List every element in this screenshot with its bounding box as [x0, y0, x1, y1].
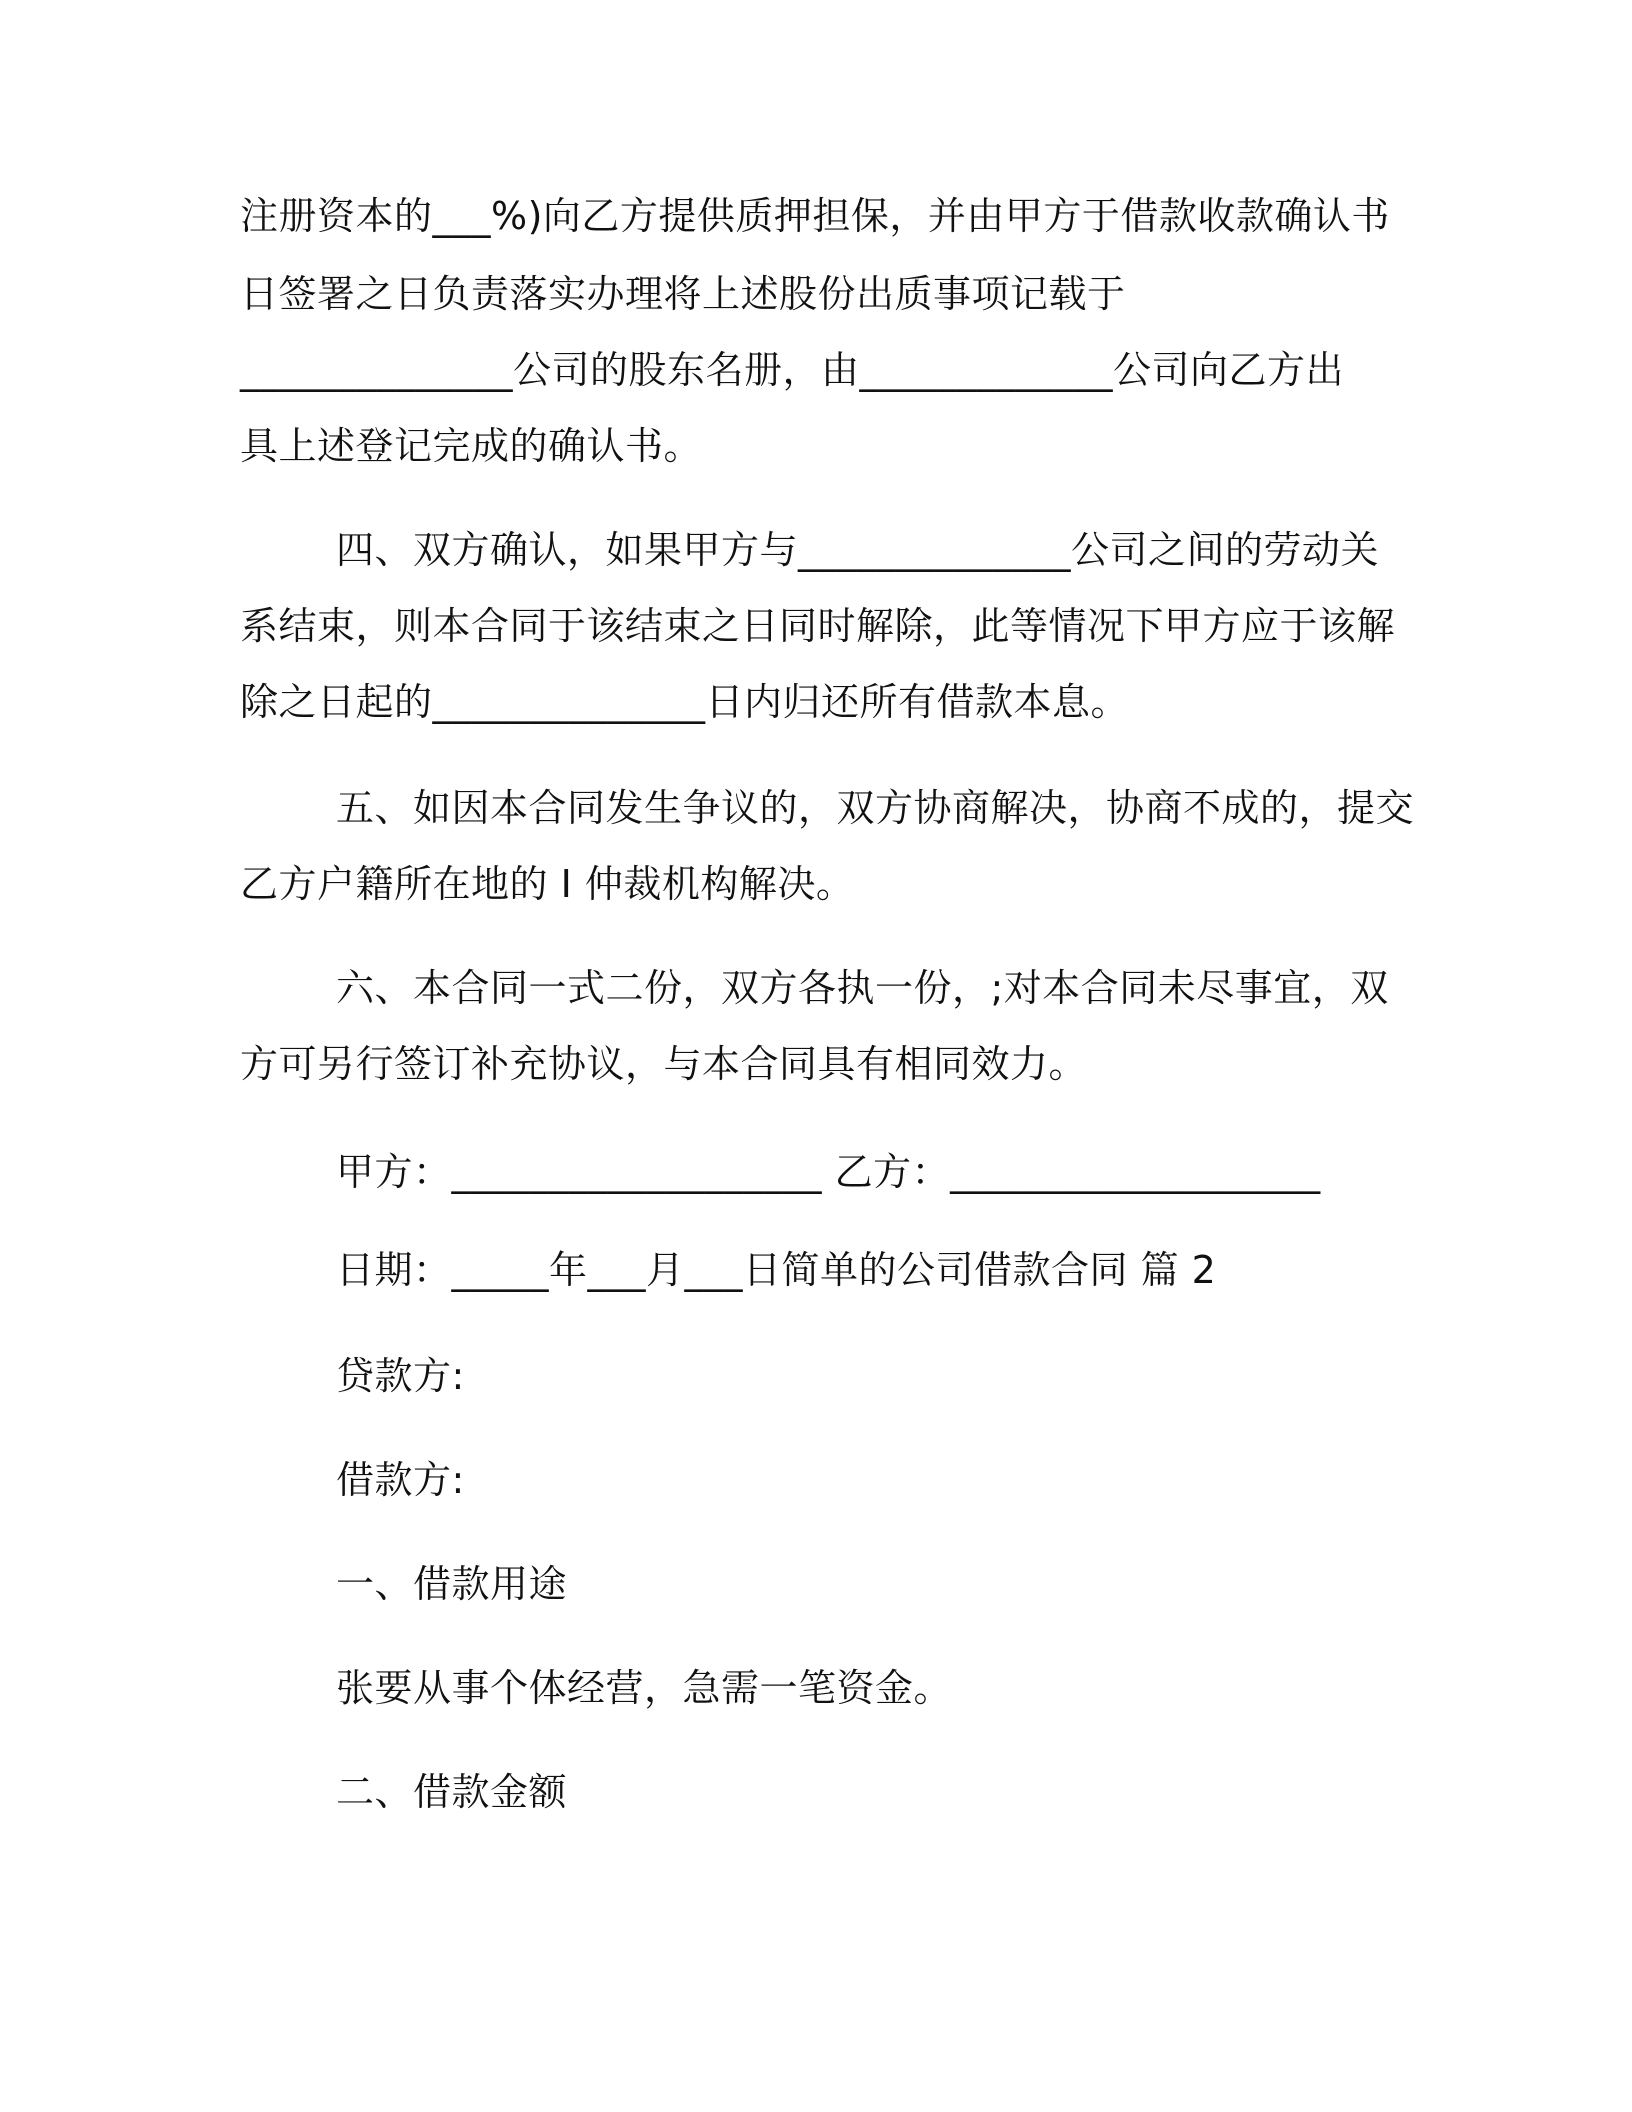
date-and-heading-line: 日期：_____年___月___日简单的公司借款合同 篇 2 [336, 1248, 1217, 1292]
signature-line: 甲方：___________________ 乙方：___________________ [336, 1150, 1321, 1194]
lender-label: 贷款方: [336, 1354, 465, 1398]
clause-3-text-line-3: ______________公司的股东名册，由_____________公司向乙方出 [240, 348, 1345, 392]
clause-3-text-line-1: 注册资本的___%)向乙方提供质押担保，并由甲方于借款收款确认书 [240, 194, 1390, 238]
clause-3-text-line-2: 日签署之日负责落实办理将上述股份出质事项记载于 [240, 272, 1126, 316]
clause-3-text-line-4: 具上述登记完成的确认书。 [240, 424, 703, 468]
clause-5-text-line-2: 乙方户籍所在地的 I 仲裁机构解决。 [240, 862, 855, 906]
clause-5-text-line-1: 五、如因本合同发生争议的，双方协商解决，协商不成的，提交 [336, 786, 1415, 830]
section-heading-amount: 二、借款金额 [336, 1770, 568, 1814]
clause-4-text-line-3: 除之日起的______________日内归还所有借款本息。 [240, 680, 1130, 724]
clause-4-text-line-1: 四、双方确认，如果甲方与______________公司之间的劳动关 [336, 528, 1380, 572]
clause-4-text-line-2: 系结束，则本合同于该结束之日同时解除，此等情况下甲方应于该解 [240, 604, 1396, 648]
clause-6-text-line-2: 方可另行签订补充协议，与本合同具有相同效力。 [240, 1042, 1088, 1086]
borrower-label: 借款方: [336, 1458, 465, 1502]
clause-6-text-line-1: 六、本合同一式二份，双方各执一份，;对本合同未尽事宜，双 [336, 966, 1389, 1010]
purpose-text: 张要从事个体经营，急需一笔资金。 [336, 1666, 953, 1710]
section-heading-purpose: 一、借款用途 [336, 1562, 568, 1606]
